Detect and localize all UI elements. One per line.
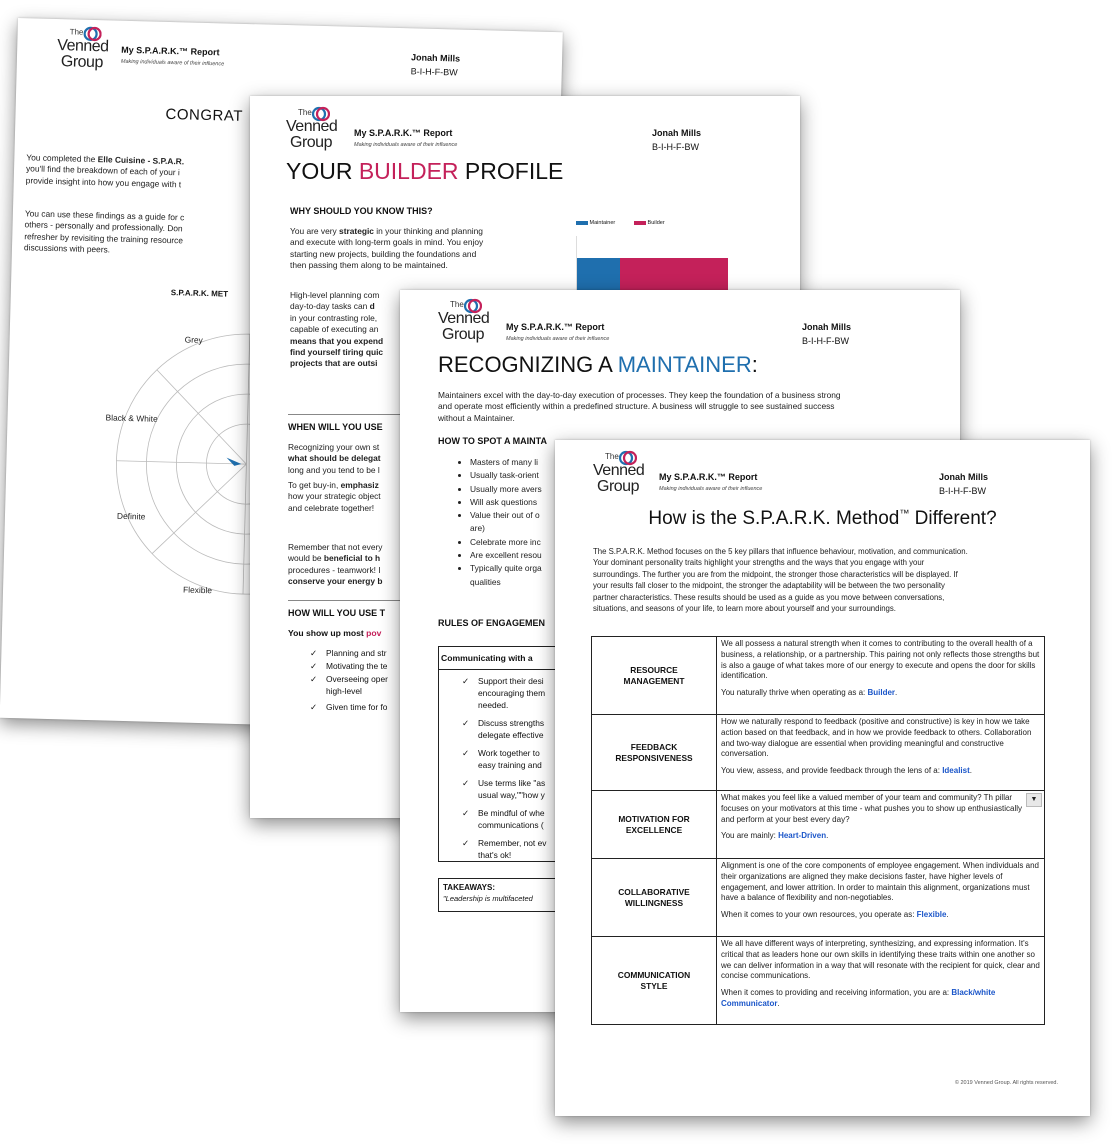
check-icon: ✓ [462,808,470,818]
pillar-description: We all possess a natural strength when it comes to contributing to the overall health of a business, a relationship, or a partnership. This pairing not only reflects those strengths but is also a gauge of what takes more of our energy to execute and opens the door for skills identification. You naturally thrive when operating as a: Builder. [717,637,1045,715]
report-title: My S.P.A.R.K.™ Report [659,472,758,482]
check-item: high-level [326,686,362,696]
check-icon: ✓ [462,838,470,848]
pillar-description: What makes you feel like a valued member of your team and community? Th pillar focuses on your motivators at this time - what pushes you to show up enthusiastically and perform at your best every day? You are mainly: Heart-Driven. ▼ [717,791,1045,859]
check-item: ✓ Given time for fo [310,702,388,712]
report-title: My S.P.A.R.K.™ Report [506,322,605,332]
venned-group-logo: The Venned Group [286,108,338,151]
pillar-result: Idealist [942,766,970,776]
pillar-label: FEEDBACK RESPONSIVENESS [592,715,717,791]
radar-area [226,458,241,466]
rule-item: ✓ Discuss strengths [462,718,545,728]
venned-group-logo: The Venned Group [438,300,490,343]
table-row [592,791,1045,859]
list-item: qualities [470,576,501,587]
pillar-result: Flexible [916,910,947,920]
check-icon: ✓ [462,748,470,758]
participant-name: Jonah Mills [939,472,989,482]
check-item: ✓ Overseeing oper [310,674,388,684]
list-item: • Usually more avers [470,483,570,496]
rule-item: encouraging them [478,688,546,698]
profile-code: B-I-H-F-BW [802,336,849,346]
rule-item: ✓ Use terms like "as [462,778,546,788]
venned-group-logo: The Venned Group [593,452,645,495]
takeaways-box [438,878,570,912]
section-how: HOW WILL YOU USE T [288,608,386,618]
page-heading: YOUR BUILDER PROFILE [286,158,564,184]
report-title: My S.P.A.R.K.™ Report [354,128,453,138]
why-paragraph: You are very strategic in your thinking and planning and execute with long-term goals in mind. You enjoy starting new projects, building the foundations and then passing them along to be maintained. [290,226,484,271]
check-icon: ✓ [462,676,470,686]
profile-code: B-I-H-F-BW [410,66,458,78]
pillar-description: We all have different ways of interpreting, synthesizing, and expressing information. It's critical that as leaders hone our own skills in identifying these traits within one another so we can deliver information in a way that will resonate with the recipient for quick, clear and concise communications. When it comes to providing and receiving information, you are a: Black/white Communicator. [717,937,1045,1025]
communicating-header: Communicating with a [439,647,569,670]
planning-paragraph: High-level planning com day-to-day tasks can d in your contrasting role, capable of executing an means that you expend find yourself tiring quic projects that are outsi [290,290,384,369]
pillar-result: Heart-Driven [778,831,827,841]
pillar-label: RESOURCE MANAGEMENT [592,637,717,715]
page-heading: RECOGNIZING A MAINTAINER: [438,352,758,377]
page-heading: How is the S.P.A.R.K. Method™ Different? [648,508,997,529]
pillar-result: Builder [867,688,896,698]
profile-code: B-I-H-F-BW [939,486,986,496]
participant-name: Jonah Mills [652,128,702,138]
check-icon: ✓ [310,702,318,712]
radar-chart-title: S.P.A.R.K. MET [170,288,229,299]
venned-group-logo: The Venned Group [57,27,109,72]
rule-item: needed. [478,700,509,710]
page-heading: CONGRAT [165,105,244,125]
legend-maintainer: Maintainer [576,220,615,226]
report-tagline: Making individuals aware of their influence [120,58,225,68]
rule-item: ✓ Remember, not ev [462,838,547,848]
intro-paragraph: You completed the Elle Cuisine - S.P.A.R. you'll find the breakdown of each of your i provide insight into how you engage with t [25,152,185,190]
rule-item: usual way,""how y [478,790,545,800]
list-item: • Value their out of o [470,509,570,522]
maintainer-traits-list [454,456,570,589]
caret-down-icon: ▼ [1030,796,1038,803]
legend-swatch-maintainer [576,221,588,225]
participant-name: Jonah Mills [802,322,852,332]
section-when: WHEN WILL YOU USE [288,422,383,432]
check-icon: ✓ [310,674,318,684]
pillar-result: Black/white Communicator [721,988,996,1008]
rule-item: that's ok! [478,850,512,860]
list-item: • Are excellent resou [470,549,570,562]
check-icon: ✓ [310,648,318,658]
report-title: My S.P.A.R.K.™ Report [121,44,220,58]
rule-item: ✓ Support their desi [462,676,544,686]
pillar-description: How we naturally respond to feedback (positive and constructive) is key in how we take action based on that feedback, and in how we provide feedback to others. Collaboration and two-way dialogue are essential when providing meaningful and constructive conversation. You view, assess, and provide feedback through the lens of a: Idealist. [717,715,1045,791]
venn-logo-icon [83,26,101,42]
copyright-footer: © 2019 Venned Group. All rights reserved. [954,1080,1058,1086]
check-icon: ✓ [462,778,470,788]
section-rules: RULES OF ENGAGEMEN [438,618,546,628]
venn-logo-icon [464,298,482,314]
report-tagline: Making individuals aware of their influence [506,336,610,342]
list-item: • Typically quite orga [470,562,570,575]
rule-item: delegate effective [478,730,544,740]
participant-name: Jonah Mills [410,52,461,64]
check-item: ✓ Planning and str [310,648,387,658]
delegate-paragraph: Recognizing your own st what should be delegat long and you tend to be l [288,442,381,475]
report-page-spark-method [555,440,1090,1116]
section-why: WHY SHOULD YOU KNOW THIS? [290,206,433,216]
pillar-label: COLLABORATIVE WILLINGNESS [592,859,717,937]
list-item: • Will ask questions [470,496,570,509]
check-item: ✓ Motivating the te [310,661,388,671]
radar-label-black-white: Black & White [105,412,158,424]
rule-item: ✓ Be mindful of whe [462,808,545,818]
check-icon: ✓ [462,718,470,728]
pillar-description: Alignment is one of the core components of employee engagement. When individuals and their organizations are aligned they make decisions faster, have higher levels of engagement, and lower attrition. In order to maintain this alignment, organizations must have a balance of flexibility and non-negotiables. When it comes to your own resources, you operate as: Flexible. [717,859,1045,937]
rule-item: ✓ Work together to [462,748,540,758]
spark-pillars-table [591,636,1045,1025]
venn-logo-icon [619,450,637,466]
dropdown-toggle[interactable] [1026,793,1042,807]
takeaways-text: "Leadership is multifaceted [443,894,533,903]
buy-in-paragraph: To get buy-in, emphasiz how your strategic object and celebrate together! [288,480,381,513]
show-up-line: You show up most pov [288,628,382,638]
pillar-label: MOTIVATION FOR EXCELLENCE [592,791,717,859]
table-row [592,859,1045,937]
legend-swatch-builder [634,221,646,225]
table-row [592,937,1045,1025]
list-item: • Celebrate more inc [470,536,570,549]
radar-label-flexible: Flexible [182,584,213,596]
rule-item: communications ( [478,820,544,830]
pillar-label: COMMUNICATION STYLE [592,937,717,1025]
list-item: • Masters of many li [470,456,570,469]
method-intro: The S.P.A.R.K. Method focuses on the 5 key pillars that influence behaviour, motivation, and communication. Your dominant personality traits highlight your strengths and the ways that you engage with your surroundings. The further you are from the midpoint, the stronger those characteristics will be displayed. If your results fall closer to the midpoint, the stronger the adaptability will be between the two personality partner characteristics. These results should be used as a guide as you move between conversations, situations, and seasons of your life, to learn more about yourself and your surroundings. [593,547,968,614]
legend-builder: Builder [634,220,665,226]
check-icon: ✓ [310,661,318,671]
radar-label-definite: Definite [116,510,146,522]
takeaways-title: TAKEAWAYS: [443,883,496,892]
profile-code: B-I-H-F-BW [652,142,699,152]
table-row [592,637,1045,715]
list-item: are) [470,523,485,534]
section-spot: HOW TO SPOT A MAINTA [438,436,547,446]
rule-item: easy training and [478,760,542,770]
radar-chart [72,320,280,625]
usage-paragraph: You can use these findings as a guide for c others - personally and professionally. Don refresher by revisiting the training resource discussions with peers. [23,208,185,255]
list-item: • Usually task-orient [470,469,570,482]
report-tagline: Making individuals aware of their influence [354,142,458,148]
teamwork-paragraph: Remember that not every would be beneficial to h procedures - teamwork! I conserve your energy b [288,542,383,587]
report-tagline: Making individuals aware of their influence [659,486,763,492]
venn-logo-icon [312,106,330,122]
radar-label-grey: Grey [184,334,203,345]
table-row [592,715,1045,791]
maintainer-intro: Maintainers excel with the day-to-day execution of processes. They keep the foundation of a business strong and operate most efficiently within a predefined structure. A business will struggle to see sustained success without a Maintainer. [438,390,841,423]
